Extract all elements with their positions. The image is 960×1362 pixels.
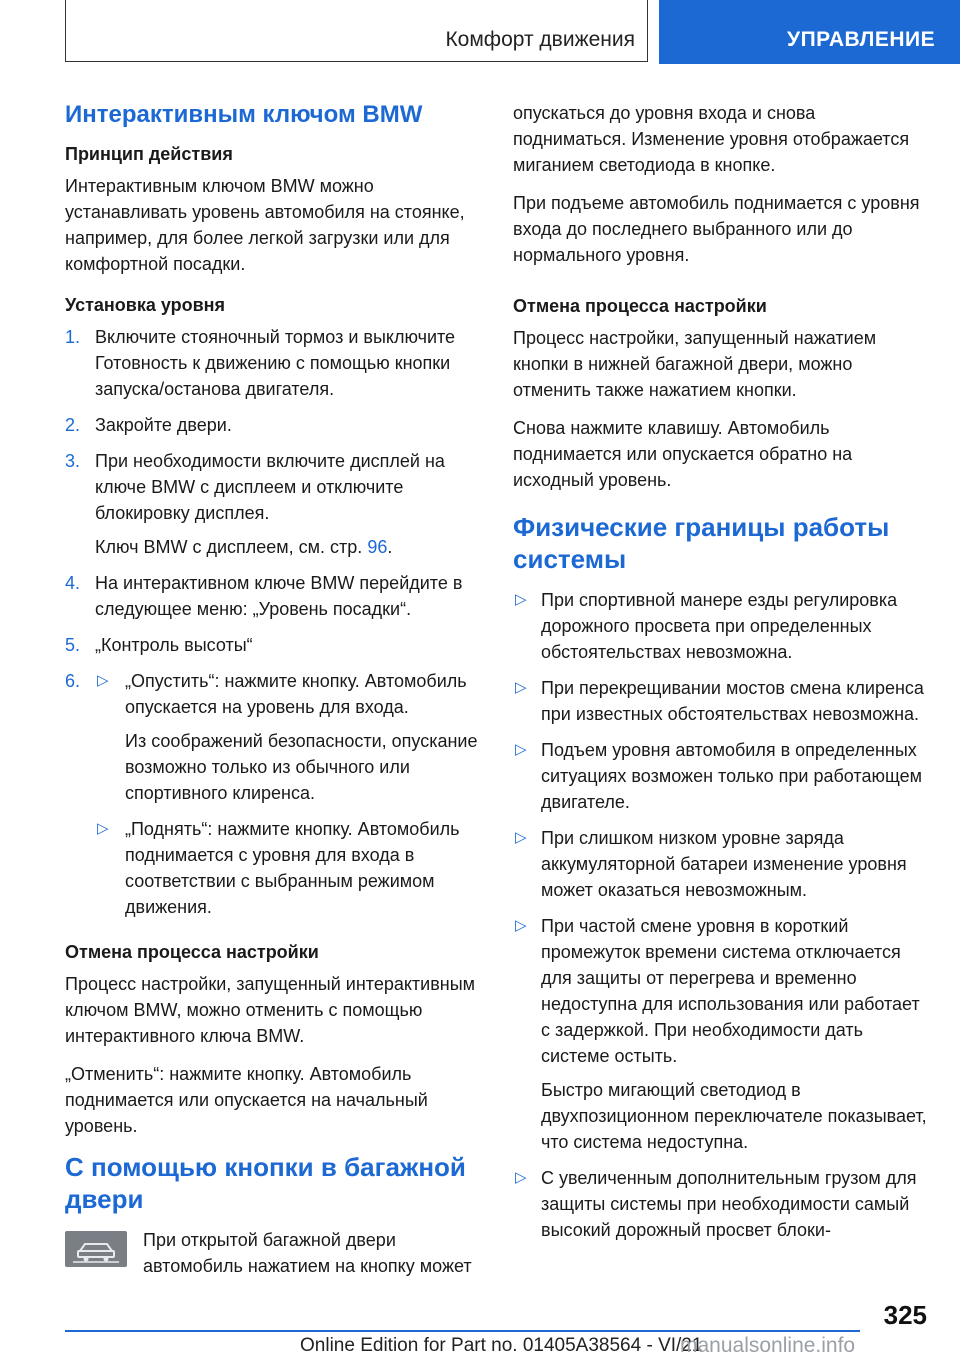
step-number: 5.: [65, 635, 81, 655]
steps-list: [65, 324, 483, 920]
step-text: Включите стояночный тормоз и выключите Готовность к движению с помощью кнопки запуска/останова двигателя.: [95, 327, 456, 399]
step-number: 2.: [65, 415, 81, 435]
ref-prefix: Ключ BMW с дисплеем, см. стр.: [95, 537, 368, 557]
triangle-right-icon: ▷: [515, 679, 527, 696]
footer-divider: [65, 1330, 860, 1332]
list-item: [513, 1165, 933, 1243]
page-link-96[interactable]: 96: [367, 537, 388, 557]
triangle-right-icon: ▷: [515, 591, 527, 608]
step-number: 3.: [65, 451, 81, 471]
principle-heading: Принцип действия: [65, 144, 233, 164]
page-number: 325: [883, 1300, 927, 1330]
triangle-right-icon: ▷: [97, 820, 109, 837]
list-item: [65, 448, 483, 560]
step-text: Закройте двери.: [95, 415, 232, 435]
section-tab: УПРАВЛЕНИЕ: [659, 0, 960, 64]
triangle-right-icon: ▷: [515, 917, 527, 934]
sub-item-text: „Опустить“: нажмите кнопку. Автомобиль опускается на уровень для входа.: [125, 671, 467, 717]
bullet-text: При перекрещивании мостов смена клиренса при известных обстоятельствах невозможна.: [541, 678, 924, 724]
list-item: [65, 632, 483, 658]
car-level-icon: [65, 1231, 127, 1267]
sub-item-text: „Поднять“: нажмите кнопку. Автомобиль поднимается с уровня для входа в соответствии с выбранным режимом движения.: [125, 819, 460, 917]
trunk-text: При открытой багажной двери автомобиль нажатием на кнопку может: [143, 1230, 472, 1276]
cancel-heading: Отмена процесса настройки: [65, 942, 319, 962]
section-title-limits: Физические границы работы системы: [513, 512, 890, 574]
continued-text: При подъеме автомобиль поднимается с уровня входа до последнего выбранного или до нормального уровня.: [513, 193, 920, 265]
page-header: [0, 0, 960, 64]
sub-item-note: Из соображений безопасности, опускание возможно только из обычного или спортивного клиренса.: [125, 731, 478, 803]
bullet-note: Быстро мигающий светодиод в двухпозиционном переключателе показывает, что система недоступна.: [541, 1080, 927, 1152]
setting-heading: Установка уровня: [65, 295, 226, 315]
continued-text: опускаться до уровня входа и снова подниматься. Изменение уровня отображается миганием светодиода в кнопке.: [513, 103, 910, 175]
triangle-right-icon: ▷: [515, 829, 527, 846]
bullet-text: Подъем уровня автомобиля в определенных ситуациях возможен только при работающем двигателе.: [541, 740, 922, 812]
list-item: [513, 913, 933, 1155]
car-level-icon-svg: [65, 1231, 127, 1267]
cancel-text: Снова нажмите клавишу. Автомобиль поднимается или опускается обратно на исходный уровень.: [513, 418, 853, 490]
principle-text: Интерактивным ключом BMW можно устанавливать уровень автомобиля на стоянке, например, для более легкой загрузки или для комфортной посадки.: [65, 176, 465, 274]
ref-suffix: .: [387, 537, 393, 557]
triangle-right-icon: ▷: [515, 1169, 527, 1186]
cancel-heading: Отмена процесса настройки: [513, 296, 767, 316]
step-number: 1.: [65, 327, 81, 347]
step-number: 4.: [65, 573, 81, 593]
chapter-title: Комфорт движения: [445, 28, 635, 51]
left-column: [65, 100, 483, 1279]
list-item: [513, 737, 933, 815]
list-item: [513, 825, 933, 903]
bullet-text: При спортивной манере езды регулировка дорожного просвета при определенных обстоятельствах невозможна.: [541, 590, 898, 662]
step-text: „Контроль высоты“: [95, 635, 253, 655]
cancel-text: „Отменить“: нажмите кнопку. Автомобиль поднимается или опускается на начальный уровень.: [65, 1064, 428, 1136]
list-item: [65, 570, 483, 622]
trunk-button-row: [65, 1227, 483, 1279]
list-item: [65, 412, 483, 438]
chapter-tab: [65, 0, 648, 62]
triangle-right-icon: ▷: [97, 672, 109, 689]
cancel-text: Процесс настройки, запущенный интерактивным ключом BMW, можно отменить с помощью интерактивного ключа BMW.: [65, 974, 476, 1046]
section-title-key: Интерактивным ключом BMW: [65, 101, 423, 128]
bullet-text: С увеличенным дополнительным грузом для защиты системы при необходимости самый высокий дорожный просвет блоки-: [541, 1168, 917, 1240]
cancel-text: Процесс настройки, запущенный нажатием кнопки в нижней багажной двери, можно отменить также нажатием кнопки.: [513, 328, 877, 400]
sub-item-raise: [95, 816, 483, 920]
bullet-text: При частой смене уровня в короткий промежуток времени система отключается для защиты от перегрева и временно недоступна для использования или работает с задержкой. При необходимости дать системе остыть.: [541, 916, 920, 1066]
step-text: При необходимости включите дисплей на ключе BMW с дисплеем и отключите блокировку дисплея.: [95, 451, 445, 523]
cross-reference: [95, 534, 483, 560]
right-column: [513, 100, 933, 1253]
step-text: На интерактивном ключе BMW перейдите в следующее меню: „Уровень посадки“.: [95, 573, 463, 619]
list-item: [65, 324, 483, 402]
triangle-right-icon: ▷: [515, 741, 527, 758]
step-number: 6.: [65, 671, 81, 691]
list-item: [513, 675, 933, 727]
section-title-trunk: С помощью кнопки в багажной двери: [65, 1152, 466, 1214]
watermark: manualsonline.info: [680, 1334, 856, 1357]
list-item: [513, 587, 933, 665]
bullet-text: При слишком низком уровне заряда аккумуляторной батареи изменение уровня может оказаться невозможным.: [541, 828, 907, 900]
edition-text: Online Edition for Part no. 01405A38564 - VI/21: [300, 1335, 703, 1356]
sub-item-lower: [95, 668, 483, 806]
list-item: [65, 668, 483, 920]
